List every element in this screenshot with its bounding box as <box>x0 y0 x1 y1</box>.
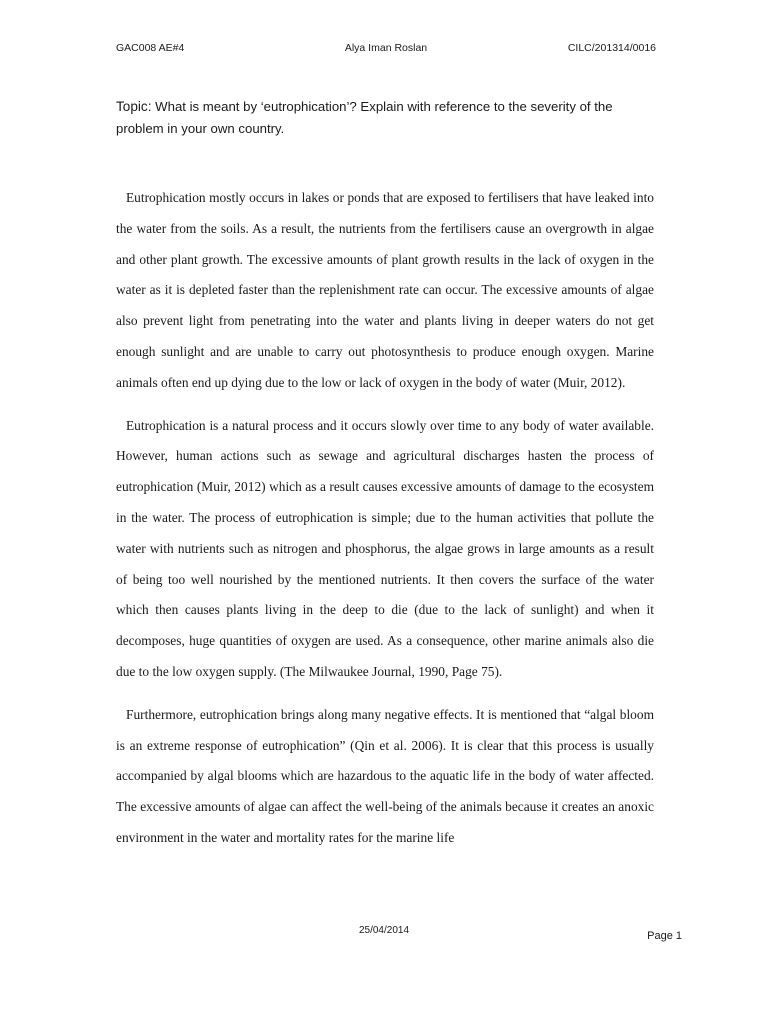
course-code: GAC008 AE#4 <box>116 42 185 54</box>
page-number: Page 1 <box>647 930 682 942</box>
student-id: CILC/201314/0016 <box>567 42 656 54</box>
topic-question: What is meant by ‘eutrophication’? Explain with reference to the severity of the problem in your own country. <box>116 99 613 136</box>
topic-heading <box>116 96 656 140</box>
page-header <box>116 42 656 58</box>
paragraph-1: Eutrophication mostly occurs in lakes or ponds that are exposed to fertilisers that have leaked into the water from the soils. As a result, the nutrients from the fertilisers cause an overgrowth in algae and other plant growth. The excessive amounts of plant growth results in the lack of oxygen in the water as it is depleted faster than the replenishment rate can occur. The excessive amounts of algae also prevent light from penetrating into the water and plants living in deeper waters do not get enough sunlight and are unable to carry out photosynthesis to produce enough oxygen. Marine animals often end up dying due to the low or lack of oxygen in the body of water (Muir, 2012). <box>116 190 654 390</box>
essay-body <box>116 183 654 866</box>
topic-label: Topic: <box>116 99 152 114</box>
author-name: Alya Iman Roslan <box>344 42 428 54</box>
paragraph-3: Furthermore, eutrophication brings along many negative effects. It is mentioned that “algal bloom is an extreme response of eutrophication” (Qin et al. 2006). It is clear that this process is usually accompanied by algal blooms which are hazardous to the aquatic life in the body of water affected. The excessive amounts of algae can affect the well-being of the animals because it creates an anoxic environment in the water and mortality rates for the marine life <box>116 706 654 845</box>
footer-date: 25/04/2014 <box>358 925 410 936</box>
paragraph-2: Eutrophication is a natural process and it occurs slowly over time to any body of water available. However, human actions such as sewage and agricultural discharges hasten the process of eutrophication (Muir, 2012) which as a result causes excessive amounts of damage to the ecosystem in the water. The process of eutrophication is simple; due to the human activities that pollute the water with nutrients such as nitrogen and phosphorus, the algae grows in large amounts as a result of being too well nourished by the mentioned nutrients. It then covers the surface of the water which then causes plants living in the deep to die (due to the lack of sunlight) and when it decomposes, huge quantities of oxygen are used. As a consequence, other marine animals also die due to the low oxygen supply. (The Milwaukee Journal, 1990, Page 75). <box>116 417 654 679</box>
